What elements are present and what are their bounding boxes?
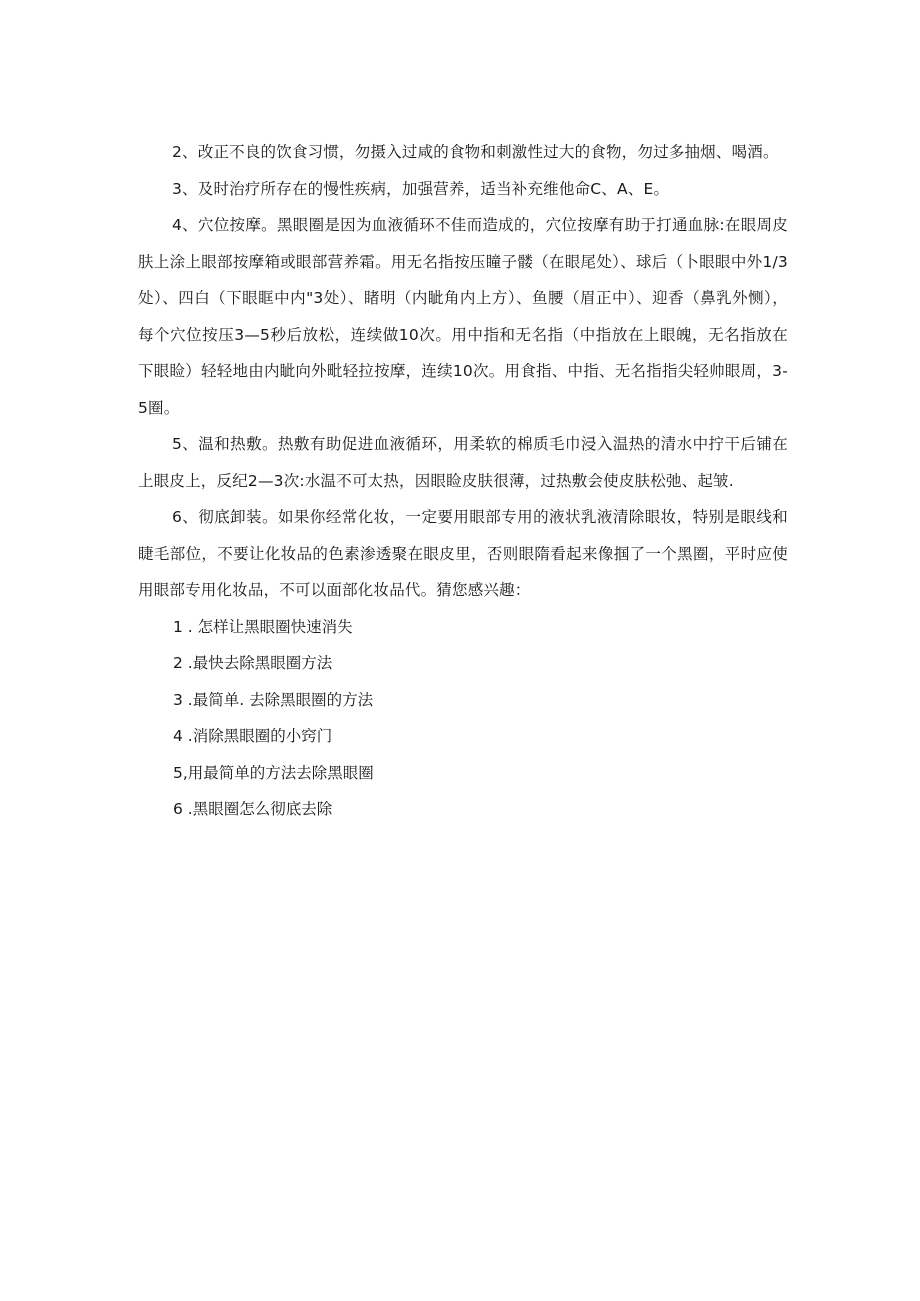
related-topic-item: 1 . 怎样让黑眼圈快速消失 [173,617,353,636]
paragraph-tip-2: 2、改正不良的饮食习惯，勿摄入过咸的食物和刺激性过大的食物，勿过多抽烟、喝酒。 [172,143,779,161]
related-topic-item: 4 .消除黑眼圈的小窍门 [173,727,333,745]
related-topic-item: 6 .黑眼圈怎么彻底去除 [173,800,333,818]
related-topic-item: 2 .最快去除黑眼圈方法 [173,654,333,672]
paragraph-tip-5: 5、温和热敷。热敷有助促进血液循环，用柔软的棉质毛巾浸入温热的清水中拧干后铺在上眼皮上，反纪2—3次:水温不可太热，因眼睑皮肤很薄，过热敷会使皮肤松弛、起皱. [138,435,788,490]
document-body [138,134,788,828]
related-topic-item: 5,用最简单的方法去除黑眼圈 [173,763,374,782]
related-topic-item: 3 .最简单. 去除黑眼圈的方法 [173,690,374,709]
related-topics-list [138,609,788,828]
paragraph-tip-3: 3、及时治疗所存在的慢性疾病，加强营养，适当补充维他命C、A、E。 [172,179,670,198]
paragraph-tip-4: 4、穴位按摩。黑眼圈是因为血液循环不佳而造成的，穴位按摩有助于打通血脉:在眼周皮肤上涂上眼部按摩箱或眼部营养霜。用无名指按压瞳子髅（在眼尾处）、球后（卜眼眼中外1/3处）、四白（下眼眶中内"3处）、睹明（内眦角内上方）、鱼腰（眉正中）、迎香（鼻乳外恻），每个穴位按压3—5秒后放松，连续做10次。用中指和无名指（中指放在上眼魄，无名指放在下眼睑）轻轻地由内眦向外毗轻拉按摩，连续10次。用食指、中指、无名指指尖轻帅眼周，3-5圈。 [138,216,788,417]
paragraph-tip-6: 6、彻底卸装。如果你经常化妆，一定要用眼部专用的液状乳液清除眼妆，特别是眼线和睫毛部位，不要让化妆品的色素渗透聚在眼皮里，否则眼隋看起来像掴了一个黑圈，平时应使用眼部专用化妆品，不可以面部化妆品代。猜您感兴趣： [138,508,788,599]
